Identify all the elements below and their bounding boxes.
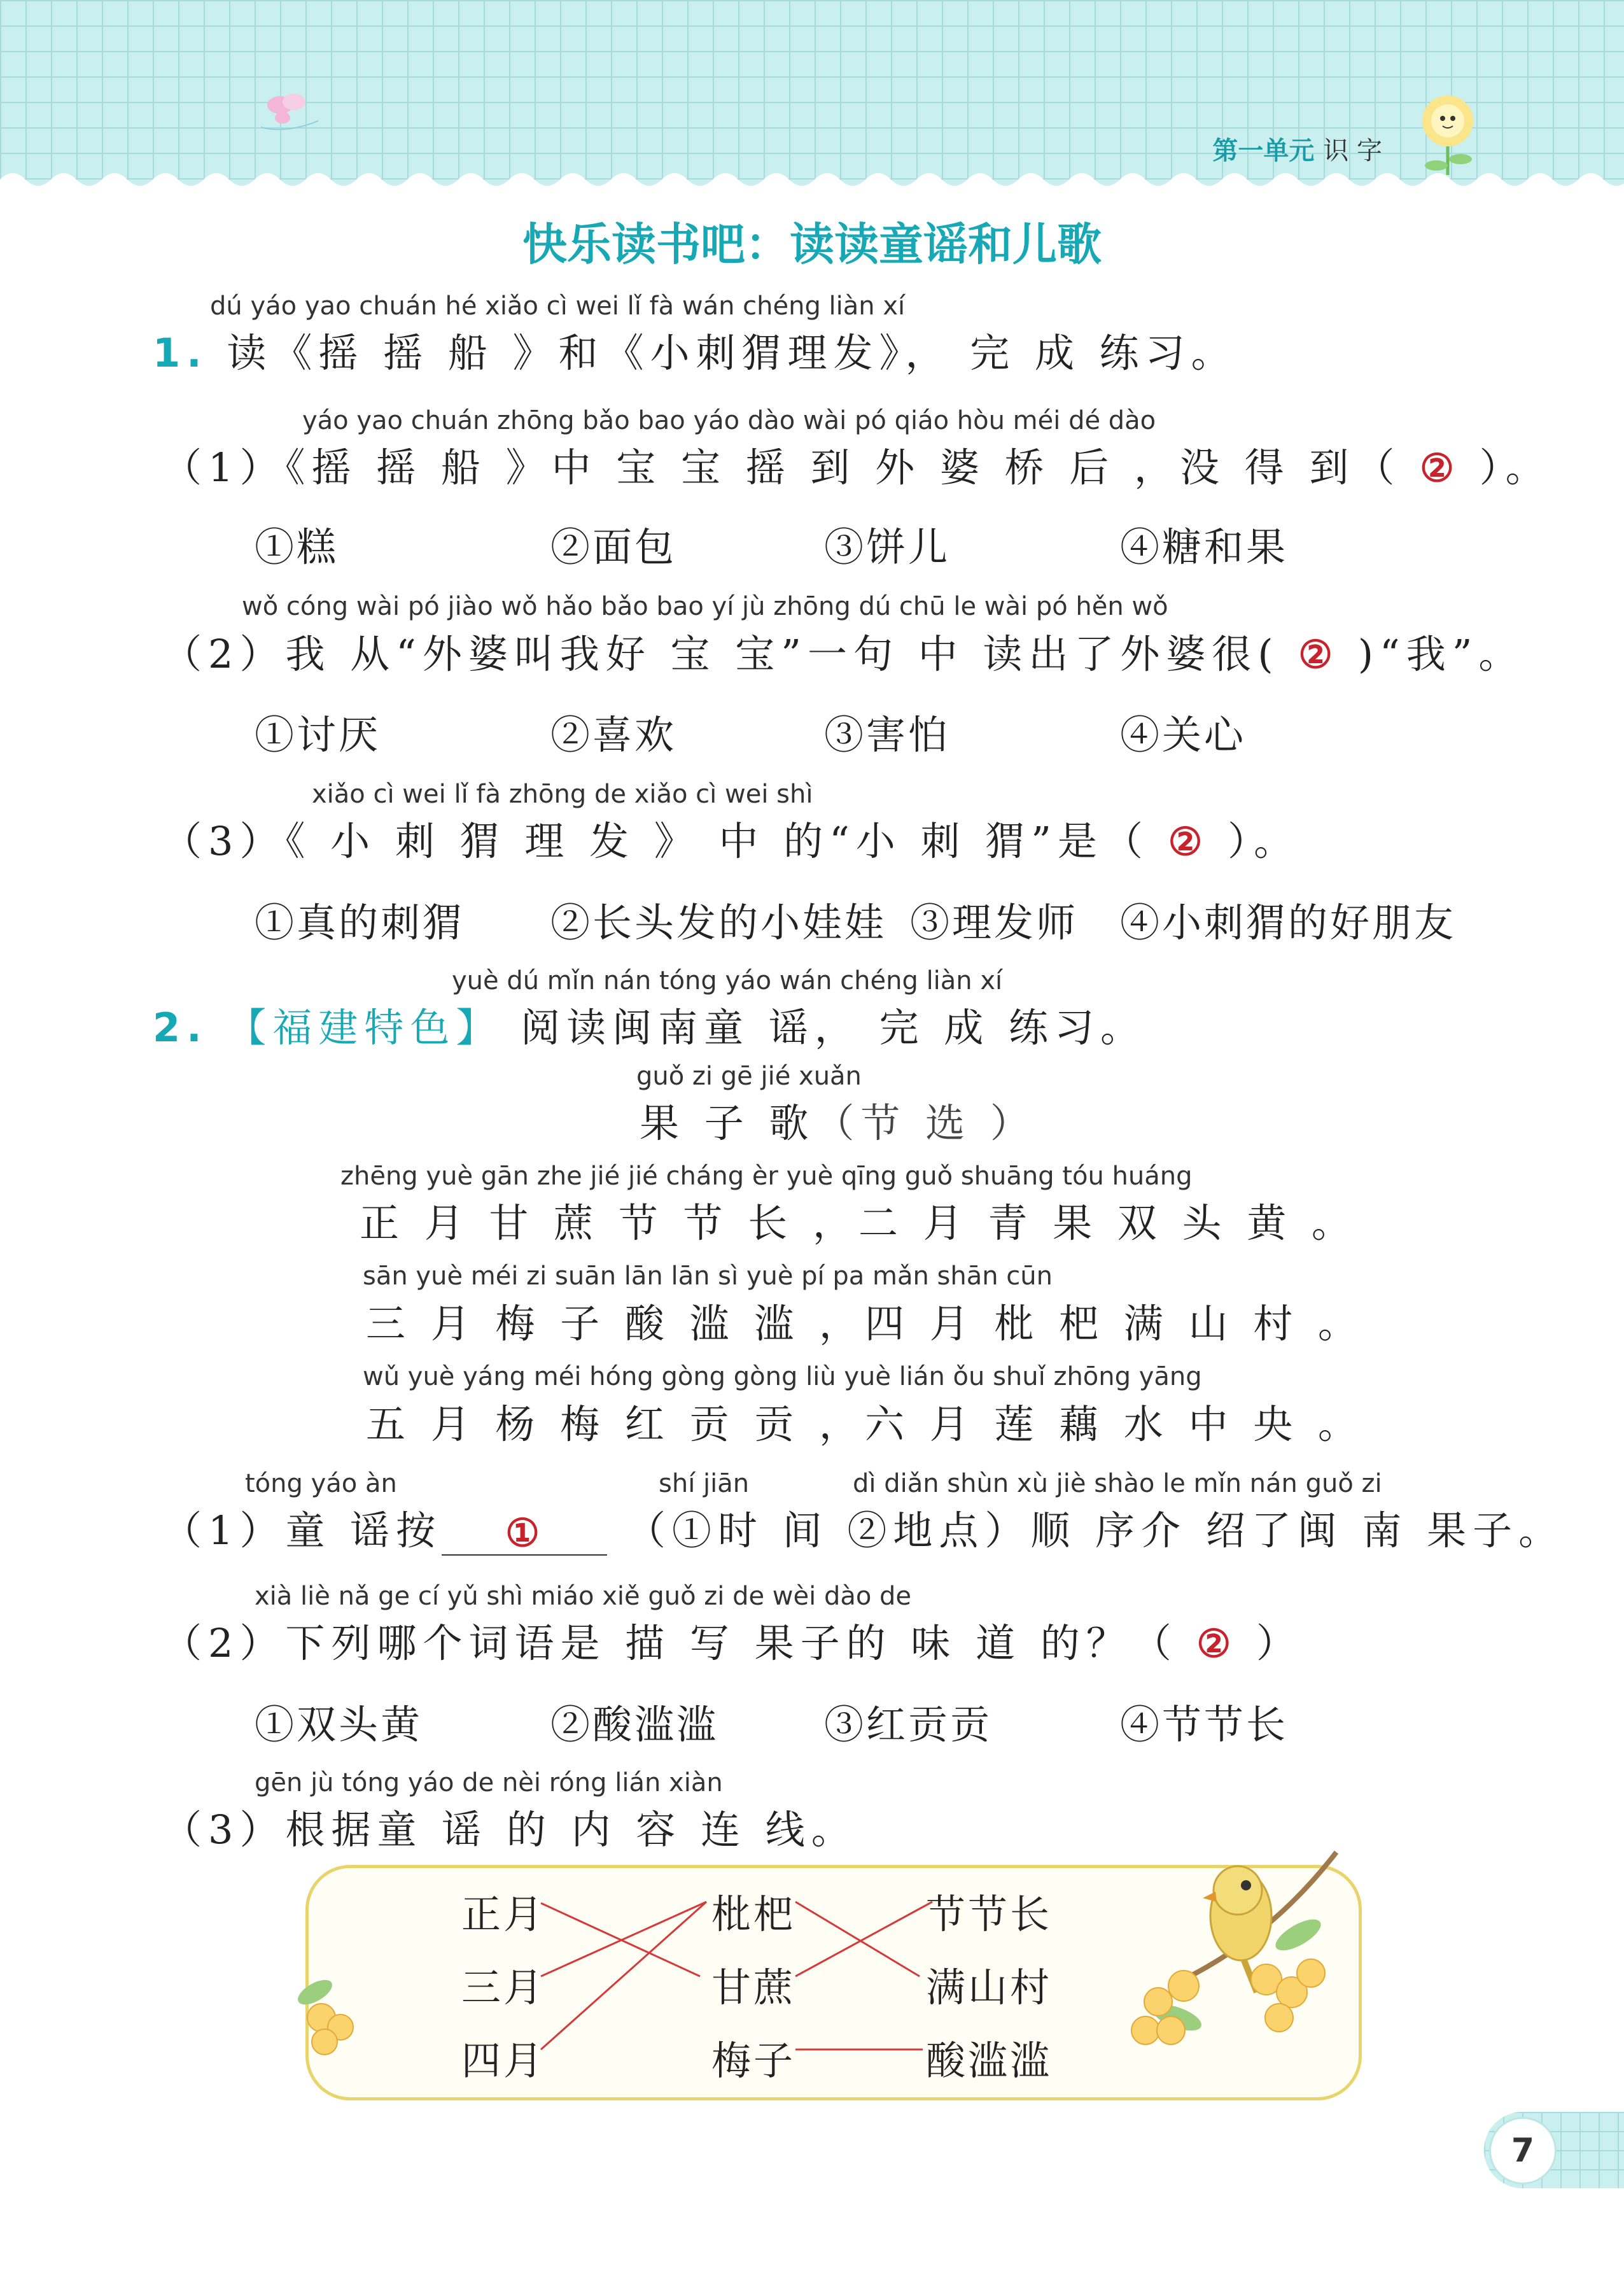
header-wave xyxy=(0,167,1624,205)
q2-1-pinyin-c: dì diǎn shùn xù jiè shào le mǐn nán guǒ zi xyxy=(853,1469,1382,1498)
q2-1-line xyxy=(162,1499,1564,1556)
q1-2-option-c[interactable]: ③害怕 xyxy=(824,712,951,758)
q2-3-line: （3）根据童 谣 的 内 容 连 线。 xyxy=(162,1806,857,1853)
q2-2-option-a[interactable]: ①双头黄 xyxy=(255,1701,423,1748)
q2-pinyin: yuè dú mǐn nán tóng yáo wán chéng liàn xí xyxy=(452,966,1003,995)
q2-1-pinyin-a: tóng yáo àn xyxy=(245,1469,397,1498)
q2-1-text-a: （1）童 谣按 xyxy=(162,1507,442,1554)
bird-loquat-illustration xyxy=(1107,1839,1362,2081)
q1-2-answer: ② xyxy=(1298,633,1340,677)
loquat-left-icon xyxy=(290,1967,372,2069)
q2-1-blank[interactable] xyxy=(442,1511,607,1556)
q2-2-tail: ） xyxy=(1256,1620,1302,1666)
q1-2-tail: )“我”。 xyxy=(1357,631,1525,677)
q2-1-pinyin-b: shí jiān xyxy=(659,1469,750,1498)
q1-text: 读《摇 摇 船 》和《小刺猬理发》， 完 成 练习。 xyxy=(227,330,1237,376)
q2-2-line xyxy=(162,1612,1302,1668)
q1-2-text: （2）我 从“外婆叫我好 宝 宝”一句 中 读出了外婆很( xyxy=(162,631,1280,677)
q1-1-line xyxy=(162,436,1551,493)
q1-2-pinyin: wǒ cóng wài pó jiào wǒ hǎo bǎo bao yí jù zhōng dú chū le wài pó hěn wǒ xyxy=(242,592,1168,621)
q1-3-answer: ② xyxy=(1168,820,1209,864)
match-col3-item-2[interactable]: 满山村 xyxy=(926,1964,1053,2011)
q1-3-option-c[interactable]: ③理发师 xyxy=(910,899,1079,946)
poem-title-line xyxy=(640,1092,1036,1148)
q2-1-text-c: ②地点）顺 序介 绍了闽 南 果子。 xyxy=(847,1507,1565,1554)
poem-line-3-pinyin: wǔ yuè yáng méi hóng gòng gòng liù yuè lián ǒu shuǐ zhōng yāng xyxy=(363,1362,1202,1391)
q2-2-answer: ② xyxy=(1196,1622,1238,1666)
flower-icon xyxy=(1416,89,1492,178)
match-col1-item-2[interactable]: 三月 xyxy=(461,1964,546,2011)
q2-tag: 【福建特色】 xyxy=(227,1004,502,1051)
q1-1-option-a[interactable]: ①糕 xyxy=(255,524,339,570)
q1-3-option-b[interactable]: ②长头发的小娃娃 xyxy=(550,899,887,946)
q1-pinyin: dú yáo yao chuán hé xiǎo cì wei lǐ fà wán chéng liàn xí xyxy=(210,292,906,321)
q2-1-answer: ① xyxy=(505,1511,546,1556)
q1-number: 1. xyxy=(153,330,208,376)
q1-1-option-b[interactable]: ②面包 xyxy=(550,524,677,570)
q1-3-option-d[interactable]: ④小刺猬的好朋友 xyxy=(1120,899,1457,946)
q2-2-option-b[interactable]: ②酸滥滥 xyxy=(550,1701,719,1748)
poem-line-1-pinyin: zhēng yuè gān zhe jié jié cháng èr yuè qīng guǒ shuāng tóu huáng xyxy=(340,1162,1193,1191)
match-col2-item-2[interactable]: 甘蔗 xyxy=(711,1964,796,2011)
match-col1-item-3[interactable]: 四月 xyxy=(461,2037,546,2084)
poem-line-1: 正 月 甘 蔗 节 节 长 ，二 月 青 果 双 头 黄 。 xyxy=(360,1200,1357,1246)
q1-3-line xyxy=(162,810,1299,866)
q2-2-option-c[interactable]: ③红贡贡 xyxy=(824,1701,993,1748)
q2-2-option-d[interactable]: ④节节长 xyxy=(1120,1701,1289,1748)
poem-title: 果 子 歌 xyxy=(640,1100,815,1146)
butterfly-icon xyxy=(255,83,331,134)
q1-3-text: （3）《 小 刺 猬 理 发 》 中 的“小 刺 猬”是（ xyxy=(162,818,1149,864)
q1-1-option-c[interactable]: ③饼儿 xyxy=(824,524,951,570)
q1-1-pinyin: yáo yao chuán zhōng bǎo bao yáo dào wài pó qiáo hòu méi dé dào xyxy=(302,406,1156,435)
q1-line xyxy=(153,321,1237,378)
match-col1-item-1[interactable]: 正月 xyxy=(461,1891,546,1937)
q2-2-pinyin: xià liè nǎ ge cí yǔ shì miáo xiě guǒ zi de wèi dào de xyxy=(255,1582,912,1611)
q1-2-option-b[interactable]: ②喜欢 xyxy=(550,712,677,758)
q1-3-tail: ）。 xyxy=(1228,818,1300,864)
match-col2-item-1[interactable]: 枇杷 xyxy=(711,1891,796,1937)
q1-3-pinyin: xiǎo cì wei lǐ fà zhōng de xiǎo cì wei shì xyxy=(312,780,813,809)
q2-text: 阅读闽南童 谣， 完 成 练习。 xyxy=(521,1004,1146,1051)
unit-label: 第一单元 识 字 xyxy=(1212,136,1382,165)
q2-1-text-b: （①时 间 xyxy=(626,1507,829,1554)
page-title: 快乐读书吧：读读童谣和儿歌 xyxy=(522,218,1102,271)
q1-3-option-a[interactable]: ①真的刺猬 xyxy=(255,899,465,946)
match-col2-item-3[interactable]: 梅子 xyxy=(711,2037,796,2084)
poem-line-2-pinyin: sān yuè méi zi suān lān lān sì yuè pí pa mǎn shān cūn xyxy=(363,1262,1053,1291)
q1-1-tail: ）。 xyxy=(1479,444,1551,491)
match-col3-item-1[interactable]: 节节长 xyxy=(926,1891,1053,1937)
q2-3-pinyin: gēn jù tóng yáo de nèi róng lián xiàn xyxy=(255,1768,723,1797)
poem-line-3: 五 月 杨 梅 红 贡 贡 ，六 月 莲 藕 水 中 央 。 xyxy=(366,1401,1364,1447)
match-line-5[interactable] xyxy=(795,1902,932,1976)
match-line-2[interactable] xyxy=(541,1902,706,1976)
q2-number: 2. xyxy=(153,1004,208,1051)
q1-1-option-d[interactable]: ④糖和果 xyxy=(1120,524,1289,570)
q2-line xyxy=(153,996,1146,1053)
poem-title-sub: （节 选 ） xyxy=(815,1100,1036,1146)
q1-2-line xyxy=(162,622,1524,679)
match-line-3[interactable] xyxy=(541,1902,706,2049)
q2-2-text: （2）下列哪个词语是 描 写 果子的 味 道 的？（ xyxy=(162,1620,1178,1666)
page-number: 7 xyxy=(1489,2117,1557,2184)
q1-2-option-a[interactable]: ①讨厌 xyxy=(255,712,381,758)
page-number-tab xyxy=(1484,2112,1624,2188)
poem-line-2: 三 月 梅 子 酸 滥 滥 ，四 月 枇 杷 满 山 村 。 xyxy=(366,1300,1364,1347)
q1-1-answer: ② xyxy=(1420,446,1460,491)
poem-title-pinyin: guǒ zi gē jié xuǎn xyxy=(636,1062,862,1091)
q1-1-text: （1）《摇 摇 船 》中 宝 宝 摇 到 外 婆 桥 后 ，没 得 到（ xyxy=(162,444,1401,491)
match-col3-item-3[interactable]: 酸滥滥 xyxy=(926,2037,1053,2084)
q1-2-option-d[interactable]: ④关心 xyxy=(1120,712,1247,758)
